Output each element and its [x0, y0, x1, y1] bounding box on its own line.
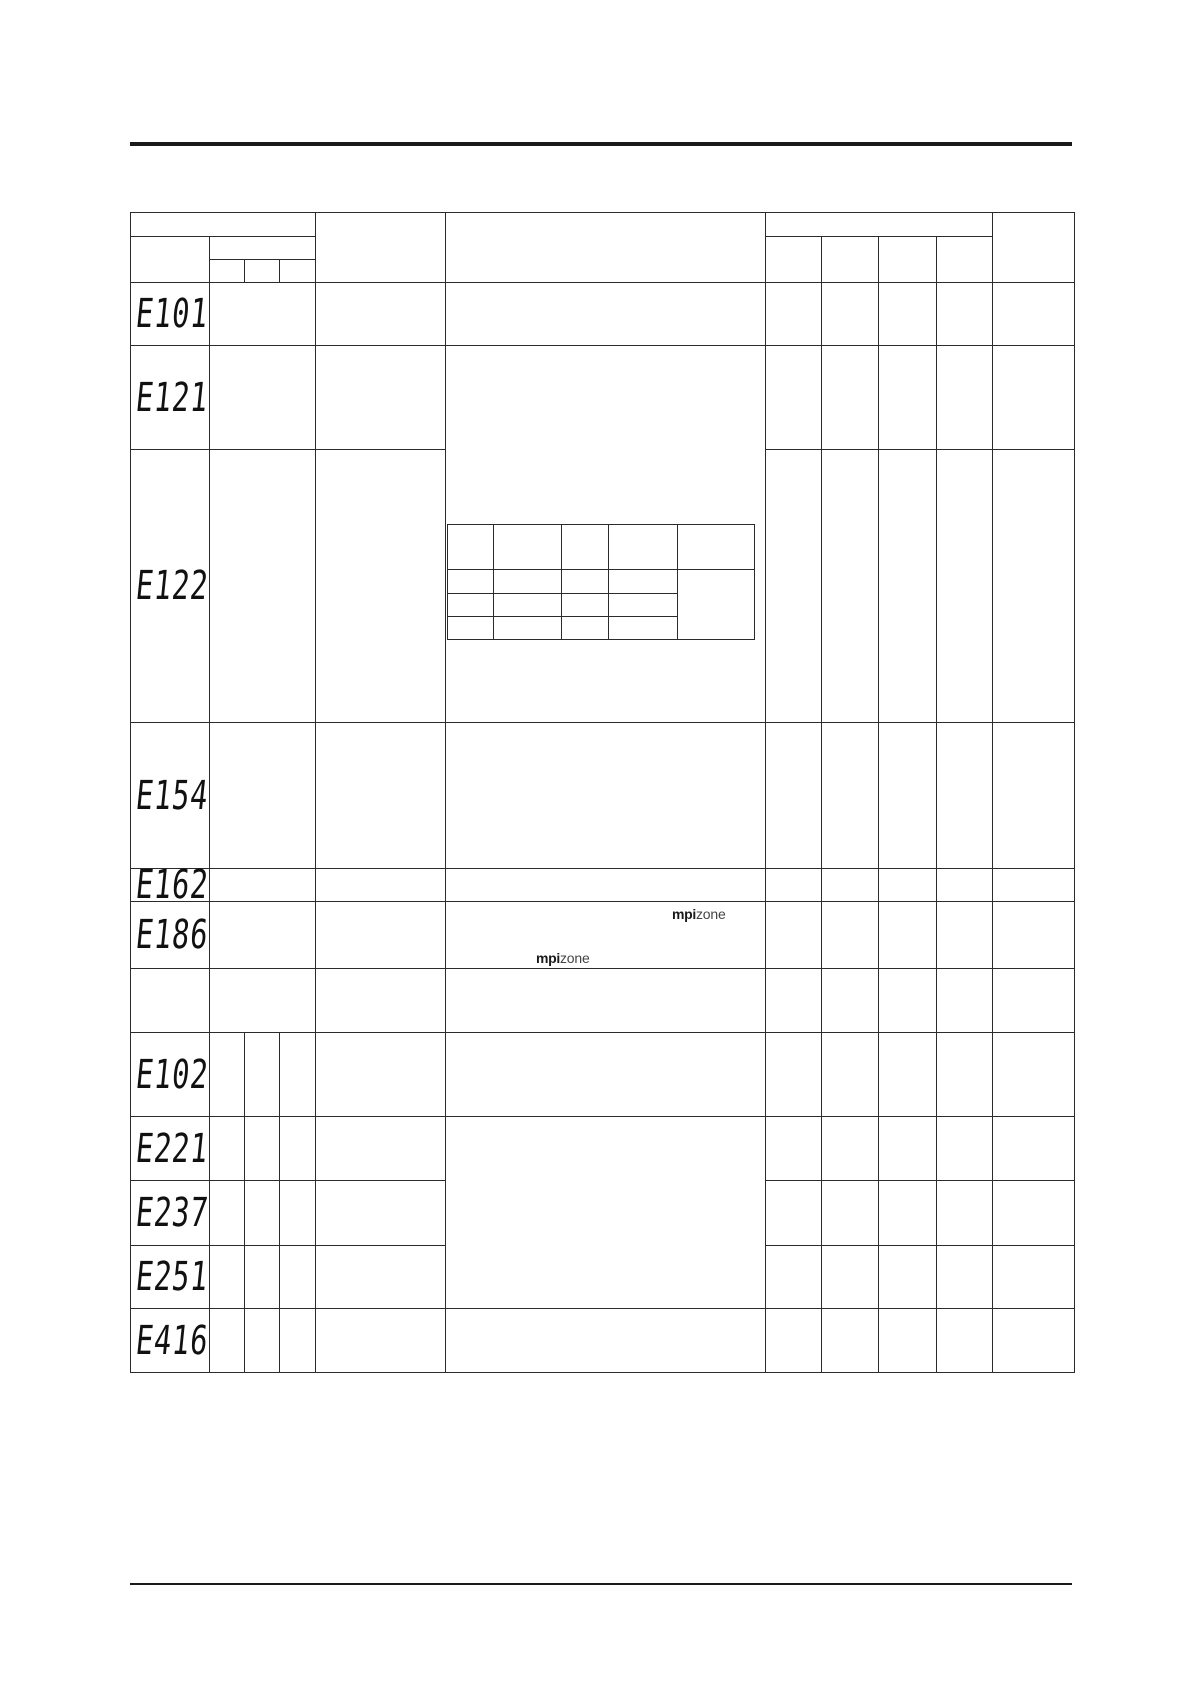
- status-cell: [766, 869, 822, 902]
- led-cell: [210, 1181, 245, 1246]
- item-cell: [316, 1033, 446, 1117]
- display-code: E154: [133, 772, 211, 819]
- header-description: [446, 213, 766, 283]
- header-status-2: [822, 237, 879, 283]
- subtable-merged-cell: [678, 570, 755, 640]
- description-subtable: [447, 524, 755, 640]
- subtable-row: [448, 570, 755, 594]
- remarks-cell: [993, 869, 1075, 902]
- item-cell: [316, 969, 446, 1033]
- status-cell: [766, 1181, 822, 1246]
- item-cell: [316, 1181, 446, 1246]
- status-cell: [879, 1117, 937, 1181]
- status-cell: [937, 346, 993, 450]
- remarks-cell: [993, 283, 1075, 346]
- display-code: E186: [133, 912, 211, 958]
- subtable-cell: [562, 570, 609, 594]
- item-cell: [316, 1309, 446, 1373]
- display-code: E237: [133, 1190, 211, 1236]
- subtable-cell: [562, 594, 609, 617]
- led-cell: [245, 1246, 280, 1309]
- header-status-3: [879, 237, 937, 283]
- status-cell: [766, 450, 822, 723]
- remarks-cell: [993, 1181, 1075, 1246]
- led-cell: [210, 869, 316, 902]
- display-code: E122: [133, 563, 211, 609]
- status-cell: [766, 723, 822, 869]
- header-status-4: [937, 237, 993, 283]
- led-cell: [210, 450, 316, 723]
- status-cell: [766, 969, 822, 1033]
- top-rule: [130, 142, 1072, 146]
- led-cell: [210, 1033, 245, 1117]
- status-cell: [879, 283, 937, 346]
- status-cell: [766, 1309, 822, 1373]
- led-cell: [210, 1117, 245, 1181]
- led-cell: [245, 1117, 280, 1181]
- led-cell: [210, 723, 316, 869]
- status-cell: [879, 869, 937, 902]
- display-code-cell: [131, 283, 210, 346]
- led-cell: [210, 902, 316, 969]
- subtable-cell: [448, 570, 494, 594]
- status-cell: [937, 1033, 993, 1117]
- display-code-cell: [131, 723, 210, 869]
- description-cell: [446, 283, 766, 346]
- status-cell: [879, 1033, 937, 1117]
- subtable-cell: [562, 617, 609, 640]
- led-cell: [280, 1246, 316, 1309]
- remarks-cell: [993, 346, 1075, 450]
- table-row: [131, 869, 1075, 902]
- status-cell: [937, 1246, 993, 1309]
- status-cell: [822, 283, 879, 346]
- item-cell: [316, 450, 446, 723]
- display-code-cell: [131, 902, 210, 969]
- led-cell: [245, 1181, 280, 1246]
- item-cell: [316, 1117, 446, 1181]
- description-cell: [446, 902, 766, 969]
- status-cell: [822, 969, 879, 1033]
- status-cell: [822, 869, 879, 902]
- mpizone-logo: [536, 951, 590, 965]
- status-cell: [937, 723, 993, 869]
- status-cell: [937, 869, 993, 902]
- display-code: E101: [133, 291, 211, 337]
- remarks-cell: [993, 1246, 1075, 1309]
- led-cell: [210, 283, 316, 346]
- item-cell: [316, 723, 446, 869]
- display-code-cell: [131, 346, 210, 450]
- led-cell: [245, 1309, 280, 1373]
- logo-bold-text: mpi: [672, 906, 696, 922]
- subtable-cell: [448, 594, 494, 617]
- error-code-table: [130, 212, 1075, 1373]
- status-cell: [879, 450, 937, 723]
- display-code: E251: [133, 1254, 211, 1300]
- remarks-cell: [993, 723, 1075, 869]
- display-code: E162: [133, 862, 211, 908]
- status-cell: [822, 1309, 879, 1373]
- display-code: E416: [133, 1317, 211, 1364]
- remarks-cell: [993, 902, 1075, 969]
- item-cell: [316, 902, 446, 969]
- table-row: [131, 723, 1075, 869]
- status-cell: [879, 1309, 937, 1373]
- status-cell: [822, 1117, 879, 1181]
- header-led-group: [210, 237, 316, 260]
- header-item: [316, 213, 446, 283]
- subtable-cell: [609, 525, 678, 570]
- status-cell: [822, 723, 879, 869]
- display-code-cell: [131, 969, 210, 1033]
- remarks-cell: [993, 1309, 1075, 1373]
- display-code: E102: [133, 1051, 211, 1098]
- status-cell: [937, 1117, 993, 1181]
- led-cell: [280, 1033, 316, 1117]
- status-cell: [879, 1246, 937, 1309]
- header-display-group: [131, 213, 316, 237]
- status-cell: [937, 902, 993, 969]
- led-cell: [280, 1181, 316, 1246]
- status-cell: [766, 1033, 822, 1117]
- status-cell: [822, 346, 879, 450]
- display-code-cell: [131, 1117, 210, 1181]
- led-cell: [210, 1246, 245, 1309]
- table-row: [131, 283, 1075, 346]
- description-cell: [446, 346, 766, 723]
- header-remarks: [993, 213, 1075, 283]
- table-row: [131, 902, 1075, 969]
- status-cell: [879, 969, 937, 1033]
- header-display-code: [131, 237, 210, 283]
- description-cell: [446, 1033, 766, 1117]
- status-cell: [879, 1181, 937, 1246]
- subtable-cell: [448, 525, 494, 570]
- status-cell: [879, 902, 937, 969]
- header-led-1: [210, 260, 245, 283]
- logo-light-text: zone: [560, 950, 590, 966]
- display-code-cell: [131, 450, 210, 723]
- table-row: [131, 1309, 1075, 1373]
- subtable-cell: [609, 594, 678, 617]
- remarks-cell: [993, 969, 1075, 1033]
- status-cell: [766, 346, 822, 450]
- subtable-header-row: [448, 525, 755, 570]
- header-status-group: [766, 213, 993, 237]
- status-cell: [937, 1309, 993, 1373]
- display-code: E121: [133, 374, 211, 421]
- description-cell: [446, 969, 766, 1033]
- logo-light-text: zone: [696, 906, 726, 922]
- subtable-cell: [494, 525, 562, 570]
- status-cell: [937, 1181, 993, 1246]
- subtable-cell: [494, 617, 562, 640]
- status-cell: [766, 1117, 822, 1181]
- led-cell: [245, 1033, 280, 1117]
- header-led-3: [280, 260, 316, 283]
- description-cell: [446, 723, 766, 869]
- subtable-cell: [678, 525, 755, 570]
- table-header-row: [131, 213, 1075, 237]
- header-led-2: [245, 260, 280, 283]
- status-cell: [822, 1033, 879, 1117]
- status-cell: [937, 283, 993, 346]
- subtable-cell: [448, 617, 494, 640]
- item-cell: [316, 283, 446, 346]
- item-cell: [316, 1246, 446, 1309]
- display-code-cell: [131, 862, 211, 908]
- display-code-cell: [131, 1246, 210, 1309]
- led-cell: [280, 1117, 316, 1181]
- table-row: [131, 969, 1075, 1033]
- description-cell: [446, 869, 766, 902]
- led-cell: [280, 1309, 316, 1373]
- subtable-cell: [609, 617, 678, 640]
- subtable-cell: [562, 525, 609, 570]
- display-code-cell: [131, 1181, 210, 1246]
- status-cell: [879, 723, 937, 869]
- logo-bold-text: mpi: [536, 950, 560, 966]
- status-cell: [937, 969, 993, 1033]
- table-row: [131, 346, 1075, 450]
- table-row: [131, 1033, 1075, 1117]
- status-cell: [822, 450, 879, 723]
- display-code-cell: [131, 1033, 210, 1117]
- led-cell: [210, 1309, 245, 1373]
- item-cell: [316, 346, 446, 450]
- subtable-cell: [494, 570, 562, 594]
- subtable-cell: [609, 570, 678, 594]
- led-cell: [210, 969, 316, 1033]
- remarks-cell: [993, 1033, 1075, 1117]
- display-code-cell: [131, 1309, 210, 1373]
- status-cell: [766, 1246, 822, 1309]
- status-cell: [879, 346, 937, 450]
- remarks-cell: [993, 1117, 1075, 1181]
- description-cell: [446, 1117, 766, 1309]
- item-cell: [316, 869, 446, 902]
- display-code: E221: [133, 1125, 211, 1172]
- description-cell: [446, 1309, 766, 1373]
- status-cell: [822, 902, 879, 969]
- remarks-cell: [993, 450, 1075, 723]
- status-cell: [822, 1181, 879, 1246]
- status-cell: [766, 902, 822, 969]
- status-cell: [937, 450, 993, 723]
- status-cell: [822, 1246, 879, 1309]
- led-cell: [210, 346, 316, 450]
- table-row: [131, 1117, 1075, 1181]
- header-status-1: [766, 237, 822, 283]
- subtable-cell: [494, 594, 562, 617]
- mpizone-logo: [672, 907, 726, 921]
- status-cell: [766, 283, 822, 346]
- bottom-rule: [130, 1583, 1072, 1585]
